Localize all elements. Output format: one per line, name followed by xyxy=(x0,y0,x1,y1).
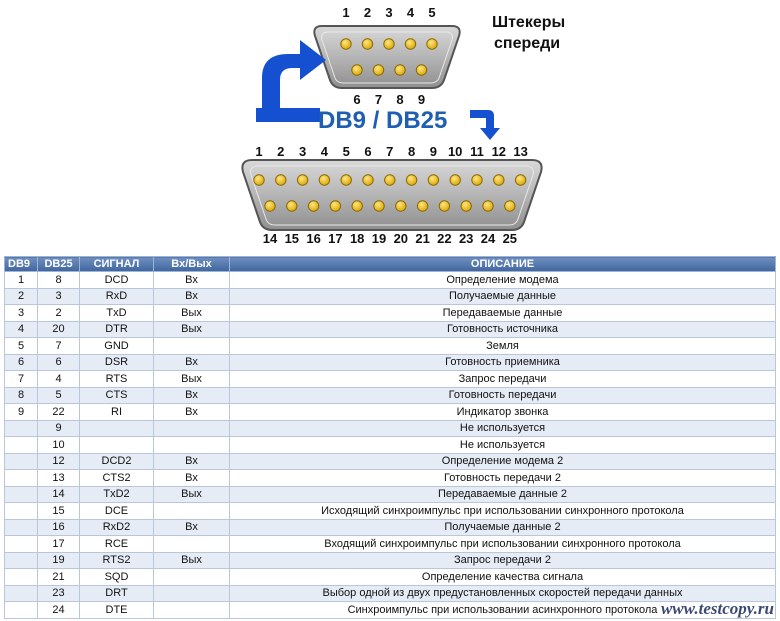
cell-db9 xyxy=(5,420,38,437)
cell-db25: 24 xyxy=(38,602,80,619)
cell-description: Входящий синхроимпульс при использовании синхронного протокола xyxy=(230,536,776,553)
table-row xyxy=(5,321,776,338)
caption-line2: спереди xyxy=(494,35,561,52)
header-direction: Вх/Вых xyxy=(154,257,230,272)
db9-pin-label: 9 xyxy=(417,92,426,107)
db25-pin-label: 10 xyxy=(447,144,463,159)
cell-description: Запрос передачи 2 xyxy=(230,552,776,569)
db25-pin xyxy=(330,201,340,211)
cell-signal: DCD xyxy=(80,272,154,289)
cell-db9 xyxy=(5,503,38,520)
table-row xyxy=(5,602,776,619)
db25-pin xyxy=(341,175,351,185)
table-row xyxy=(5,420,776,437)
pinout-table xyxy=(4,256,776,619)
db25-pin-label: 2 xyxy=(277,144,285,159)
cell-signal: RTS2 xyxy=(80,552,154,569)
db9-pin xyxy=(362,39,372,49)
db9-pin xyxy=(395,65,405,75)
cell-db9 xyxy=(5,552,38,569)
db9-pin-label: 1 xyxy=(342,5,350,20)
diagram-title: DB9 / DB25 xyxy=(318,107,448,134)
db25-pin-label: 24 xyxy=(480,231,496,246)
cell-description: Выбор одной из двух предустановленных скоростей передачи данных xyxy=(230,585,776,602)
db25-pin xyxy=(385,175,395,185)
db25-pin-label: 21 xyxy=(415,231,430,246)
cell-direction: Вых xyxy=(154,486,230,503)
cell-db25: 4 xyxy=(38,371,80,388)
table-row xyxy=(5,387,776,404)
cell-db9: 2 xyxy=(5,288,38,305)
db9-pin-label: 3 xyxy=(385,5,393,20)
cell-db25: 15 xyxy=(38,503,80,520)
cell-direction: Вх xyxy=(154,470,230,487)
db25-pin xyxy=(287,201,297,211)
db9-pin xyxy=(416,65,426,75)
cell-description: Индикатор звонка xyxy=(230,404,776,421)
cell-db25: 3 xyxy=(38,288,80,305)
cell-direction xyxy=(154,536,230,553)
table-row xyxy=(5,569,776,586)
db25-pin-label: 23 xyxy=(458,231,474,246)
cell-db25: 19 xyxy=(38,552,80,569)
db9-pin-label: 8 xyxy=(396,92,404,107)
cell-db25: 5 xyxy=(38,387,80,404)
cell-signal: CTS2 xyxy=(80,470,154,487)
cell-db25: 20 xyxy=(38,321,80,338)
db25-pin-label: 7 xyxy=(386,144,394,159)
cell-direction: Вх xyxy=(154,519,230,536)
db25-pin-label: 12 xyxy=(491,144,507,159)
db25-pin-label: 8 xyxy=(407,144,416,159)
db25-pin xyxy=(439,201,449,211)
cell-direction xyxy=(154,585,230,602)
db9-connector-shell xyxy=(314,26,459,88)
cell-db9: 9 xyxy=(5,404,38,421)
cell-description: Получаемые данные 2 xyxy=(230,519,776,536)
db9-pin xyxy=(341,39,351,49)
db9-pin-label: 7 xyxy=(374,92,383,107)
cell-description: Готовность передачи 2 xyxy=(230,470,776,487)
cell-direction xyxy=(154,503,230,520)
db25-pin xyxy=(428,175,438,185)
cell-signal: DSR xyxy=(80,354,154,371)
header-db25: DB25 xyxy=(38,257,80,272)
db25-pin xyxy=(276,175,286,185)
db25-pin xyxy=(352,201,362,211)
db25-pin xyxy=(254,175,264,185)
table-row xyxy=(5,272,776,289)
cell-db25: 8 xyxy=(38,272,80,289)
db25-pin-label: 13 xyxy=(513,144,528,159)
cell-db9: 3 xyxy=(5,305,38,322)
cell-db25: 9 xyxy=(38,420,80,437)
db25-pin-label: 1 xyxy=(255,144,263,159)
cell-direction: Вх xyxy=(154,404,230,421)
db9-pin xyxy=(427,39,437,49)
cell-db9 xyxy=(5,585,38,602)
cell-db25: 2 xyxy=(38,305,80,322)
db25-pin xyxy=(308,201,318,211)
cell-direction xyxy=(154,569,230,586)
cell-db9: 4 xyxy=(5,321,38,338)
db25-pin-label: 17 xyxy=(328,231,343,246)
cell-db9 xyxy=(5,437,38,454)
cell-signal: CTS xyxy=(80,387,154,404)
cell-description: Передаваемые данные 2 xyxy=(230,486,776,503)
cell-signal: RTS xyxy=(80,371,154,388)
cell-db9 xyxy=(5,453,38,470)
db25-pin xyxy=(483,201,493,211)
cell-db25: 10 xyxy=(38,437,80,454)
cell-signal: DTE xyxy=(80,602,154,619)
cell-db25: 16 xyxy=(38,519,80,536)
db25-pin-label: 9 xyxy=(429,144,438,159)
db25-pin xyxy=(461,201,471,211)
cell-description: Синхроимпульс при использовании асинхронного протокола xyxy=(230,602,776,619)
cell-description: Исходящий синхроимпульс при использовании синхронного протокола xyxy=(230,503,776,520)
cell-db9 xyxy=(5,602,38,619)
cell-direction: Вх xyxy=(154,453,230,470)
cell-db9: 6 xyxy=(5,354,38,371)
cell-direction xyxy=(154,437,230,454)
cell-description: Получаемые данные xyxy=(230,288,776,305)
cell-description: Запрос передачи xyxy=(230,371,776,388)
table-row xyxy=(5,404,776,421)
db25-pin-label: 16 xyxy=(306,231,321,246)
db9-pin-label: 4 xyxy=(406,5,415,20)
cell-signal: TxD xyxy=(80,305,154,322)
table-row xyxy=(5,503,776,520)
db25-pin xyxy=(417,201,427,211)
connector-diagram xyxy=(0,0,780,250)
table-row xyxy=(5,552,776,569)
cell-description: Готовность источника xyxy=(230,321,776,338)
db25-pin xyxy=(396,201,406,211)
cell-direction: Вых xyxy=(154,305,230,322)
table-row xyxy=(5,437,776,454)
db25-pin-label: 14 xyxy=(262,231,278,246)
curved-arrow-icon xyxy=(262,40,326,112)
header-description: ОПИСАНИЕ xyxy=(230,257,776,272)
db25-pin xyxy=(515,175,525,185)
cell-db25: 23 xyxy=(38,585,80,602)
cell-description: Не используется xyxy=(230,437,776,454)
cell-db25: 12 xyxy=(38,453,80,470)
cell-description: Передаваемые данные xyxy=(230,305,776,322)
cell-db25: 6 xyxy=(38,354,80,371)
table-row xyxy=(5,338,776,355)
cell-direction: Вых xyxy=(154,371,230,388)
cell-description: Земля xyxy=(230,338,776,355)
cell-db25: 7 xyxy=(38,338,80,355)
cell-signal: DRT xyxy=(80,585,154,602)
cell-description: Определение качества сигнала xyxy=(230,569,776,586)
caption-line1: Штекеры xyxy=(492,14,566,31)
cell-db9 xyxy=(5,569,38,586)
db25-pin xyxy=(265,201,275,211)
header-db9: DB9 xyxy=(5,257,38,272)
table-row xyxy=(5,486,776,503)
db9-pin xyxy=(405,39,415,49)
cell-db25: 17 xyxy=(38,536,80,553)
db9-pin-label: 6 xyxy=(353,92,361,107)
table-row xyxy=(5,371,776,388)
cell-db9: 5 xyxy=(5,338,38,355)
cell-db25: 21 xyxy=(38,569,80,586)
curved-arrow-base xyxy=(256,108,320,122)
db9-pin xyxy=(373,65,383,75)
db25-pin-label: 15 xyxy=(284,231,300,246)
table-row xyxy=(5,305,776,322)
db9-pin xyxy=(384,39,394,49)
db25-pin xyxy=(374,201,384,211)
cell-direction: Вх xyxy=(154,354,230,371)
db25-pin-label: 22 xyxy=(437,231,452,246)
cell-direction: Вх xyxy=(154,288,230,305)
cell-direction: Вх xyxy=(154,387,230,404)
db25-pin xyxy=(363,175,373,185)
cell-db9: 1 xyxy=(5,272,38,289)
db25-pin-label: 5 xyxy=(342,144,350,159)
db25-pin-label: 11 xyxy=(470,144,484,159)
cell-db9: 7 xyxy=(5,371,38,388)
table-row xyxy=(5,585,776,602)
db25-pin xyxy=(494,175,504,185)
table-header-row xyxy=(5,257,776,272)
cell-description: Готовность передачи xyxy=(230,387,776,404)
cell-description: Не используется xyxy=(230,420,776,437)
right-arrow-icon xyxy=(470,110,500,140)
db25-pin xyxy=(406,175,416,185)
cell-db25: 14 xyxy=(38,486,80,503)
cell-signal: RxD2 xyxy=(80,519,154,536)
cell-signal: SQD xyxy=(80,569,154,586)
cell-description: Определение модема xyxy=(230,272,776,289)
cell-db9: 8 xyxy=(5,387,38,404)
cell-db9 xyxy=(5,519,38,536)
db25-connector-shell xyxy=(242,160,541,230)
table-row xyxy=(5,536,776,553)
db25-pin xyxy=(472,175,482,185)
db25-pin-label: 3 xyxy=(298,144,307,159)
cell-db9 xyxy=(5,470,38,487)
db25-pin xyxy=(505,201,515,211)
cell-signal: DTR xyxy=(80,321,154,338)
header-signal: СИГНАЛ xyxy=(80,257,154,272)
table-row xyxy=(5,288,776,305)
db25-pin xyxy=(450,175,460,185)
db9-pin xyxy=(352,65,362,75)
table-row xyxy=(5,470,776,487)
cell-db9 xyxy=(5,536,38,553)
db25-pin-label: 4 xyxy=(320,144,329,159)
table-row xyxy=(5,453,776,470)
cell-direction xyxy=(154,338,230,355)
db9-pin-label: 2 xyxy=(363,5,372,20)
db25-pin-label: 20 xyxy=(393,231,409,246)
cell-direction: Вх xyxy=(154,272,230,289)
cell-signal: RxD xyxy=(80,288,154,305)
db25-pin xyxy=(319,175,329,185)
cell-signal: DCD2 xyxy=(80,453,154,470)
cell-description: Готовность приемника xyxy=(230,354,776,371)
cell-signal: DCE xyxy=(80,503,154,520)
db25-pin-label: 19 xyxy=(371,231,387,246)
cell-direction xyxy=(154,420,230,437)
cell-signal: TxD2 xyxy=(80,486,154,503)
cell-db25: 13 xyxy=(38,470,80,487)
cell-direction xyxy=(154,602,230,619)
watermark: www.testcopy.ru xyxy=(660,599,774,618)
cell-direction: Вых xyxy=(154,321,230,338)
cell-signal xyxy=(80,420,154,437)
cell-signal: RCE xyxy=(80,536,154,553)
db25-pin-label: 18 xyxy=(349,231,365,246)
table-row xyxy=(5,519,776,536)
cell-direction: Вых xyxy=(154,552,230,569)
cell-signal xyxy=(80,437,154,454)
db25-pin-label: 25 xyxy=(502,231,518,246)
table-row xyxy=(5,354,776,371)
cell-db25: 22 xyxy=(38,404,80,421)
db25-pin xyxy=(297,175,307,185)
cell-signal: GND xyxy=(80,338,154,355)
cell-db9 xyxy=(5,486,38,503)
db9-pin-label: 5 xyxy=(428,5,436,20)
cell-description: Определение модема 2 xyxy=(230,453,776,470)
db25-pin-label: 6 xyxy=(364,144,372,159)
cell-signal: RI xyxy=(80,404,154,421)
